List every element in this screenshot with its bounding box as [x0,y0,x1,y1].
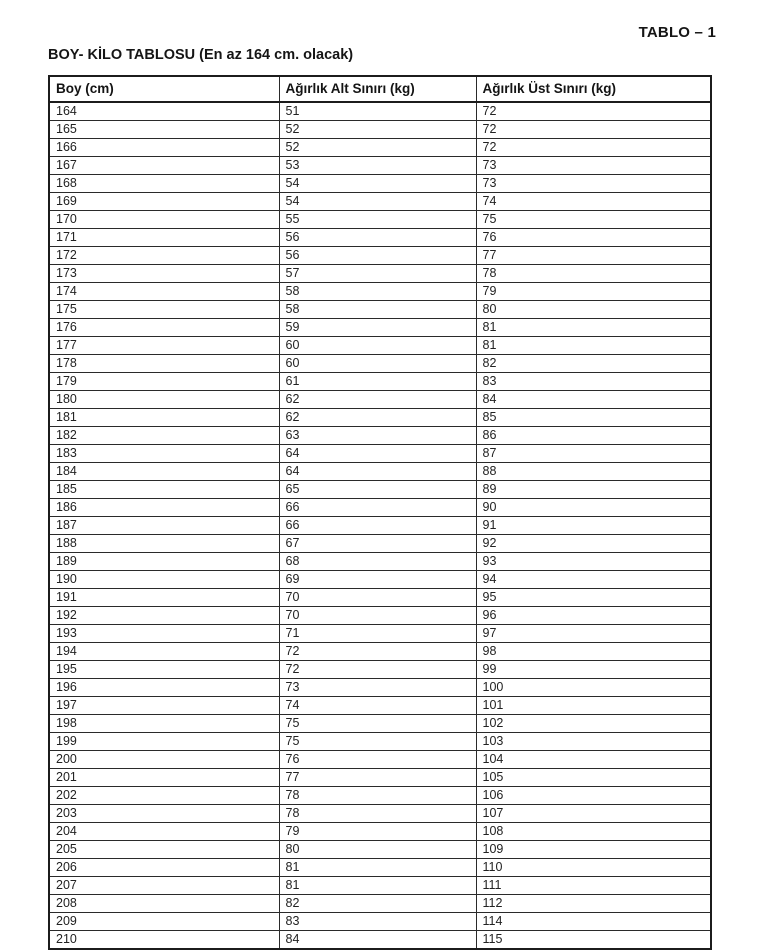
cell-boy: 190 [49,571,279,589]
cell-agirlik-ust-siniri: 104 [476,751,711,769]
cell-boy: 199 [49,733,279,751]
table-row [49,301,711,319]
cell-agirlik-ust-siniri: 102 [476,715,711,733]
table-row [49,102,711,121]
cell-boy: 183 [49,445,279,463]
cell-agirlik-alt-siniri: 70 [279,589,476,607]
cell-agirlik-ust-siniri: 72 [476,102,711,121]
cell-boy: 165 [49,121,279,139]
table-row [49,715,711,733]
table-row [49,589,711,607]
cell-agirlik-ust-siniri: 91 [476,517,711,535]
cell-agirlik-ust-siniri: 99 [476,661,711,679]
table-row [49,697,711,715]
cell-boy: 175 [49,301,279,319]
cell-agirlik-ust-siniri: 94 [476,571,711,589]
cell-boy: 173 [49,265,279,283]
cell-boy: 189 [49,553,279,571]
cell-boy: 204 [49,823,279,841]
cell-boy: 178 [49,355,279,373]
cell-agirlik-alt-siniri: 56 [279,247,476,265]
cell-agirlik-alt-siniri: 69 [279,571,476,589]
cell-boy: 191 [49,589,279,607]
cell-agirlik-alt-siniri: 52 [279,121,476,139]
cell-agirlik-alt-siniri: 59 [279,319,476,337]
cell-agirlik-alt-siniri: 64 [279,463,476,481]
cell-agirlik-ust-siniri: 76 [476,229,711,247]
table-row [49,229,711,247]
table-row [49,319,711,337]
table-row [49,265,711,283]
table-row [49,409,711,427]
cell-agirlik-alt-siniri: 83 [279,913,476,931]
table-row [49,661,711,679]
cell-agirlik-ust-siniri: 84 [476,391,711,409]
cell-agirlik-ust-siniri: 105 [476,769,711,787]
cell-boy: 169 [49,193,279,211]
cell-agirlik-alt-siniri: 78 [279,805,476,823]
table-body [49,102,711,949]
column-header-agirlik-ust-siniri: Ağırlık Üst Sınırı (kg) [476,76,711,102]
table-row [49,445,711,463]
cell-boy: 193 [49,625,279,643]
cell-agirlik-alt-siniri: 81 [279,877,476,895]
table-header-row [49,76,711,102]
cell-agirlik-alt-siniri: 76 [279,751,476,769]
cell-agirlik-ust-siniri: 100 [476,679,711,697]
cell-agirlik-ust-siniri: 72 [476,121,711,139]
table-row [49,787,711,805]
column-header-agirlik-alt-siniri: Ağırlık Alt Sınırı (kg) [279,76,476,102]
cell-agirlik-ust-siniri: 109 [476,841,711,859]
cell-agirlik-alt-siniri: 55 [279,211,476,229]
cell-boy: 208 [49,895,279,913]
cell-agirlik-ust-siniri: 96 [476,607,711,625]
cell-agirlik-ust-siniri: 107 [476,805,711,823]
cell-boy: 196 [49,679,279,697]
cell-boy: 179 [49,373,279,391]
table-row [49,877,711,895]
cell-agirlik-ust-siniri: 73 [476,175,711,193]
cell-agirlik-ust-siniri: 78 [476,265,711,283]
table-row [49,625,711,643]
table-row [49,121,711,139]
cell-agirlik-alt-siniri: 54 [279,175,476,193]
table-row [49,391,711,409]
cell-agirlik-alt-siniri: 81 [279,859,476,877]
table-row [49,355,711,373]
cell-agirlik-alt-siniri: 74 [279,697,476,715]
table-row [49,643,711,661]
cell-agirlik-alt-siniri: 67 [279,535,476,553]
table-row [49,193,711,211]
cell-agirlik-alt-siniri: 58 [279,283,476,301]
cell-boy: 197 [49,697,279,715]
table-row [49,211,711,229]
cell-agirlik-alt-siniri: 61 [279,373,476,391]
cell-boy: 210 [49,931,279,950]
cell-boy: 206 [49,859,279,877]
cell-agirlik-ust-siniri: 112 [476,895,711,913]
cell-boy: 170 [49,211,279,229]
cell-agirlik-alt-siniri: 68 [279,553,476,571]
height-weight-table [48,75,710,950]
column-header-boy: Boy (cm) [49,76,279,102]
table-row [49,751,711,769]
cell-agirlik-alt-siniri: 82 [279,895,476,913]
table-row [49,895,711,913]
cell-agirlik-alt-siniri: 60 [279,337,476,355]
cell-agirlik-ust-siniri: 101 [476,697,711,715]
table-row [49,535,711,553]
cell-agirlik-ust-siniri: 103 [476,733,711,751]
table-row [49,553,711,571]
cell-boy: 174 [49,283,279,301]
table-row [49,679,711,697]
table-row [49,769,711,787]
cell-agirlik-ust-siniri: 89 [476,481,711,499]
cell-boy: 187 [49,517,279,535]
cell-boy: 202 [49,787,279,805]
table-row [49,841,711,859]
cell-agirlik-alt-siniri: 77 [279,769,476,787]
cell-boy: 182 [49,427,279,445]
cell-agirlik-alt-siniri: 63 [279,427,476,445]
cell-agirlik-alt-siniri: 75 [279,733,476,751]
table-row [49,373,711,391]
table-row [49,859,711,877]
cell-agirlik-ust-siniri: 93 [476,553,711,571]
cell-boy: 166 [49,139,279,157]
table-row [49,481,711,499]
cell-agirlik-ust-siniri: 111 [476,877,711,895]
cell-agirlik-alt-siniri: 60 [279,355,476,373]
cell-agirlik-alt-siniri: 54 [279,193,476,211]
cell-agirlik-ust-siniri: 80 [476,301,711,319]
cell-agirlik-ust-siniri: 108 [476,823,711,841]
height-weight-table-grid [48,75,712,950]
cell-agirlik-alt-siniri: 51 [279,102,476,121]
table-row [49,247,711,265]
cell-agirlik-alt-siniri: 56 [279,229,476,247]
cell-agirlik-alt-siniri: 78 [279,787,476,805]
tablo-number-label: TABLO – 1 [638,24,716,41]
cell-agirlik-ust-siniri: 110 [476,859,711,877]
cell-agirlik-alt-siniri: 73 [279,679,476,697]
table-row [49,175,711,193]
table-row [49,805,711,823]
table-row [49,499,711,517]
cell-agirlik-alt-siniri: 71 [279,625,476,643]
cell-agirlik-ust-siniri: 81 [476,337,711,355]
table-row [49,517,711,535]
cell-agirlik-ust-siniri: 86 [476,427,711,445]
cell-agirlik-alt-siniri: 58 [279,301,476,319]
cell-agirlik-ust-siniri: 79 [476,283,711,301]
cell-agirlik-ust-siniri: 90 [476,499,711,517]
cell-agirlik-ust-siniri: 115 [476,931,711,950]
cell-boy: 167 [49,157,279,175]
table-row [49,283,711,301]
table-row [49,571,711,589]
cell-agirlik-alt-siniri: 64 [279,445,476,463]
cell-boy: 200 [49,751,279,769]
cell-boy: 201 [49,769,279,787]
cell-boy: 172 [49,247,279,265]
table-row [49,931,711,950]
cell-agirlik-ust-siniri: 97 [476,625,711,643]
cell-boy: 194 [49,643,279,661]
cell-agirlik-alt-siniri: 62 [279,391,476,409]
cell-boy: 205 [49,841,279,859]
cell-boy: 168 [49,175,279,193]
cell-agirlik-ust-siniri: 72 [476,139,711,157]
cell-agirlik-ust-siniri: 114 [476,913,711,931]
cell-agirlik-alt-siniri: 72 [279,643,476,661]
cell-agirlik-ust-siniri: 95 [476,589,711,607]
cell-agirlik-ust-siniri: 81 [476,319,711,337]
cell-agirlik-ust-siniri: 92 [476,535,711,553]
table-row [49,157,711,175]
cell-agirlik-alt-siniri: 72 [279,661,476,679]
cell-agirlik-alt-siniri: 75 [279,715,476,733]
cell-boy: 209 [49,913,279,931]
cell-boy: 177 [49,337,279,355]
table-row [49,823,711,841]
cell-agirlik-ust-siniri: 98 [476,643,711,661]
cell-agirlik-ust-siniri: 106 [476,787,711,805]
cell-agirlik-alt-siniri: 66 [279,517,476,535]
cell-boy: 180 [49,391,279,409]
cell-agirlik-alt-siniri: 53 [279,157,476,175]
table-row [49,733,711,751]
cell-agirlik-alt-siniri: 62 [279,409,476,427]
cell-boy: 176 [49,319,279,337]
cell-boy: 207 [49,877,279,895]
cell-agirlik-alt-siniri: 70 [279,607,476,625]
cell-agirlik-ust-siniri: 85 [476,409,711,427]
table-row [49,607,711,625]
cell-agirlik-ust-siniri: 74 [476,193,711,211]
cell-boy: 195 [49,661,279,679]
cell-agirlik-alt-siniri: 52 [279,139,476,157]
table-row [49,427,711,445]
cell-agirlik-alt-siniri: 57 [279,265,476,283]
table-row [49,913,711,931]
cell-agirlik-ust-siniri: 75 [476,211,711,229]
cell-agirlik-alt-siniri: 79 [279,823,476,841]
cell-agirlik-ust-siniri: 88 [476,463,711,481]
cell-agirlik-ust-siniri: 82 [476,355,711,373]
cell-agirlik-alt-siniri: 84 [279,931,476,950]
cell-agirlik-ust-siniri: 77 [476,247,711,265]
cell-boy: 171 [49,229,279,247]
table-row [49,463,711,481]
cell-agirlik-alt-siniri: 66 [279,499,476,517]
cell-agirlik-ust-siniri: 87 [476,445,711,463]
cell-boy: 198 [49,715,279,733]
cell-boy: 188 [49,535,279,553]
cell-boy: 186 [49,499,279,517]
cell-boy: 185 [49,481,279,499]
cell-agirlik-ust-siniri: 83 [476,373,711,391]
cell-boy: 164 [49,102,279,121]
cell-agirlik-alt-siniri: 65 [279,481,476,499]
cell-agirlik-alt-siniri: 80 [279,841,476,859]
cell-boy: 181 [49,409,279,427]
cell-boy: 192 [49,607,279,625]
page-title: BOY- KİLO TABLOSU (En az 164 cm. olacak) [48,47,354,63]
cell-agirlik-ust-siniri: 73 [476,157,711,175]
cell-boy: 184 [49,463,279,481]
table-row [49,337,711,355]
cell-boy: 203 [49,805,279,823]
table-row [49,139,711,157]
